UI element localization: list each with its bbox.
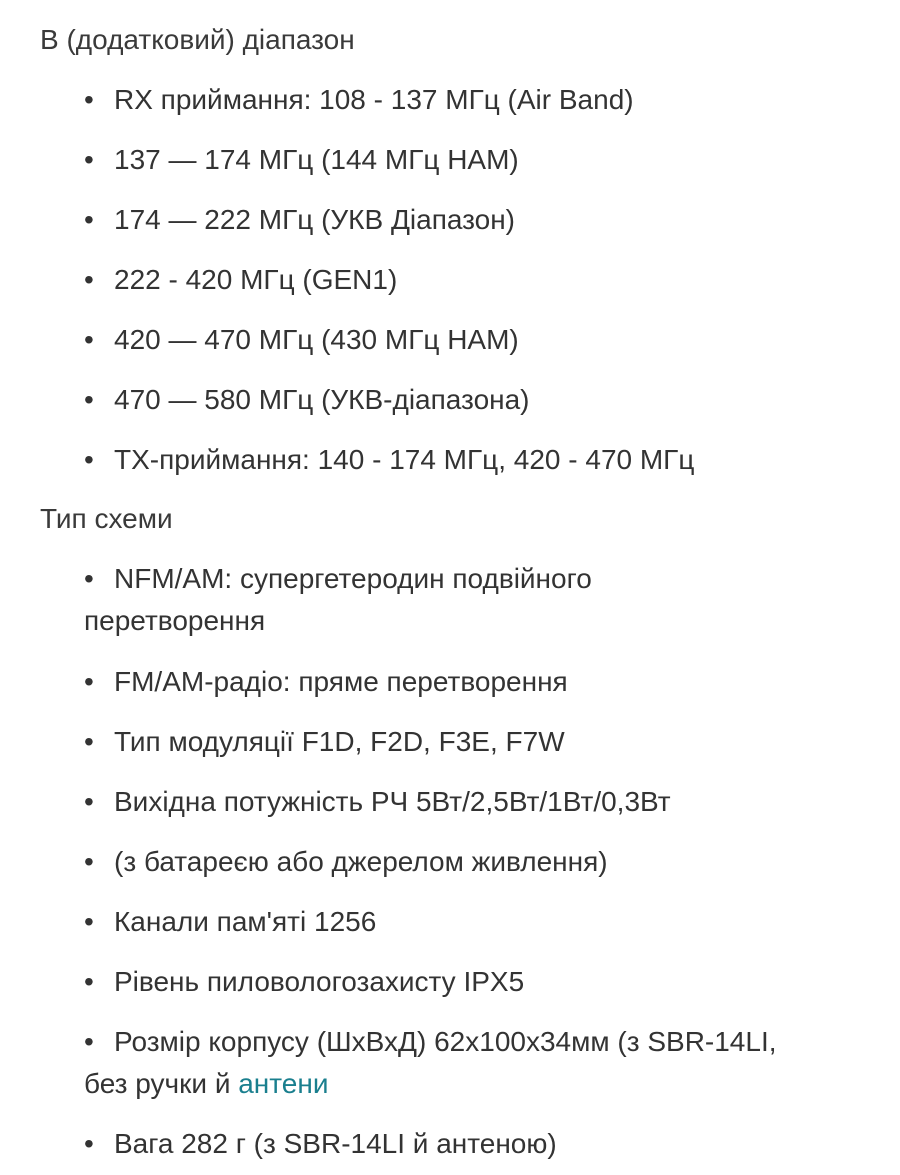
list-item: [84, 901, 784, 943]
bullet-icon: •: [84, 84, 94, 115]
bullet-icon: •: [84, 786, 94, 817]
bullet-icon: •: [84, 563, 94, 594]
list-item-text: Вихідна потужність РЧ 5Вт/2,5Вт/1Вт/0,3Вт: [114, 786, 671, 817]
list-item-size: [84, 1021, 784, 1105]
list-item: [84, 439, 784, 481]
bullet-icon: •: [84, 846, 94, 877]
list-item: [84, 1123, 784, 1165]
bullet-icon: •: [84, 1026, 94, 1057]
list-item-text: Рівень пиловологозахисту IPX5: [114, 966, 525, 997]
list-item: [84, 961, 784, 1003]
bullet-icon: •: [84, 666, 94, 697]
list-item: [84, 841, 784, 883]
list-item-text: 137 — 174 МГц (144 МГц HAM): [114, 144, 519, 175]
bullet-icon: •: [84, 726, 94, 757]
bullet-icon: •: [84, 264, 94, 295]
list-item: [84, 781, 784, 823]
list-item-text: Канали пам'яті 1256: [114, 906, 377, 937]
bullet-icon: •: [84, 324, 94, 355]
bullet-icon: •: [84, 1128, 94, 1159]
list-item-text: (з батареєю або джерелом живлення): [114, 846, 608, 877]
list-item-text: 470 — 580 МГц (УКВ-діапазона): [114, 384, 530, 415]
bullet-icon: •: [84, 906, 94, 937]
list-item-text: 420 — 470 МГц (430 МГц HAM): [114, 324, 519, 355]
list-item: [84, 558, 674, 642]
section-heading-circuit-type: Тип схеми: [40, 503, 173, 534]
list-item: [84, 661, 784, 703]
bullet-icon: •: [84, 204, 94, 235]
list-item: [84, 379, 784, 421]
list-item-text: Тип модуляції F1D, F2D, F3E, F7W: [114, 726, 565, 757]
list-item-text: 174 — 222 МГц (УКВ Діапазон): [114, 204, 516, 235]
bullet-icon: •: [84, 444, 94, 475]
list-item-text: Вага 282 г (з SBR-14LI й антеною): [114, 1128, 557, 1159]
antenna-link[interactable]: антени: [238, 1068, 329, 1099]
bullet-icon: •: [84, 144, 94, 175]
list-item: [84, 139, 784, 181]
bullet-icon: •: [84, 966, 94, 997]
list-item-text: Розмір корпусу (ШхВхД) 62x100x34мм (з SBR-14LI, без ручки й: [84, 1026, 777, 1099]
list-item-text: FM/AM-радіо: пряме перетворення: [114, 666, 568, 697]
list-item-text: NFM/AM: супергетеродин подвійного перетворення: [84, 563, 592, 636]
list-item-text: TX-приймання: 140 - 174 МГц, 420 - 470 МГц: [114, 444, 695, 475]
list-item: [84, 259, 784, 301]
list-item-text: RX приймання: 108 - 137 МГц (Air Band): [114, 84, 634, 115]
list-item: [84, 319, 784, 361]
bullet-icon: •: [84, 384, 94, 415]
list-item: [84, 721, 784, 763]
section-heading-band-b: B (додатковий) діапазон: [40, 24, 355, 55]
list-item-text: 222 - 420 МГц (GEN1): [114, 264, 398, 295]
list-item: [84, 79, 784, 121]
list-item: [84, 199, 784, 241]
